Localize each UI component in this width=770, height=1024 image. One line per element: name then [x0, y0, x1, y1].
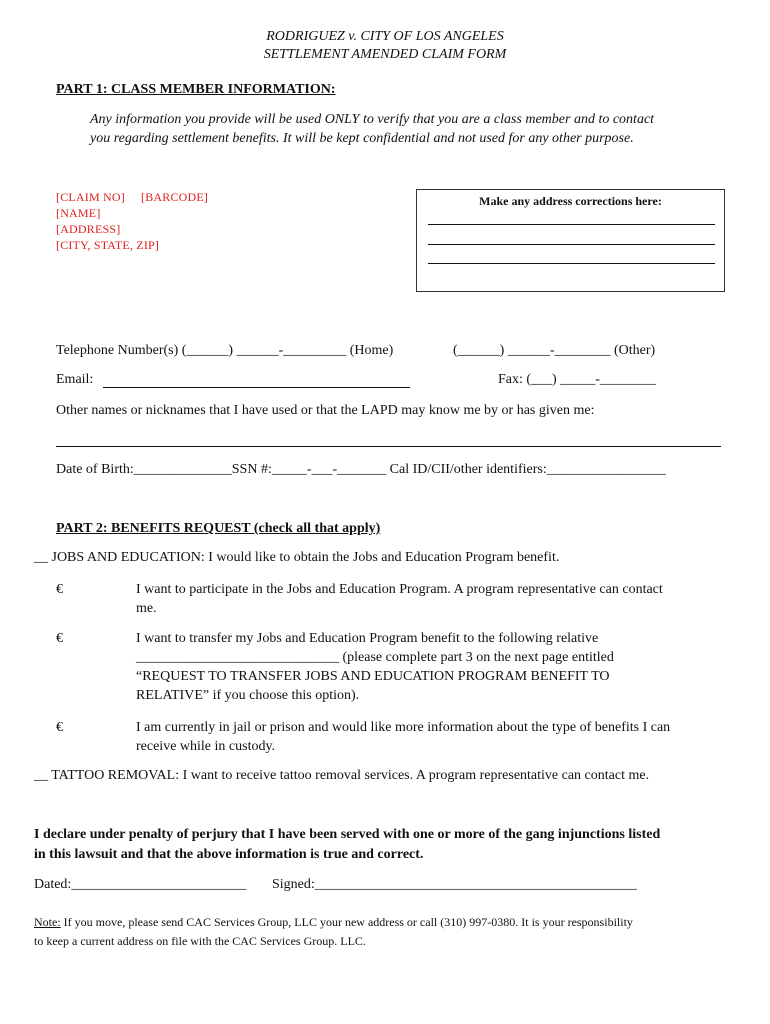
other-names-label: Other names or nicknames that I have used or that the LAPD may know me by or has given me: — [56, 403, 595, 418]
claimant-address: [ADDRESS] — [56, 222, 121, 236]
dated-field[interactable]: Dated:_________________________ — [34, 877, 247, 892]
checkbox-icon[interactable]: € — [56, 631, 63, 646]
case-title: RODRIGUEZ v. CITY OF LOS ANGELES — [266, 29, 504, 44]
part2-heading: PART 2: BENEFITS REQUEST (check all that apply) — [56, 521, 381, 536]
telephone-home[interactable]: Telephone Number(s) (______) ______-_________ (Home) — [56, 343, 394, 358]
option-transfer-line4: RELATIVE” if you choose this option). — [136, 688, 360, 703]
email-field[interactable] — [103, 387, 410, 388]
option-participate-line1: I want to participate in the Jobs and Education Program. A program representative can contact — [136, 582, 663, 597]
signed-field[interactable]: Signed:______________________________________________ — [272, 877, 637, 892]
tattoo-removal-option[interactable]: __ TATTOO REMOVAL: I want to receive tattoo removal services. A program representative can contact me. — [34, 768, 650, 783]
form-title: SETTLEMENT AMENDED CLAIM FORM — [263, 47, 507, 62]
part1-heading: PART 1: CLASS MEMBER INFORMATION: — [56, 82, 336, 97]
address-line-3[interactable] — [428, 263, 715, 264]
address-box-title: Make any address corrections here: — [479, 194, 662, 208]
checkbox-icon[interactable]: € — [56, 720, 63, 735]
claimant-city-state-zip: [CITY, STATE, ZIP] — [56, 238, 160, 252]
option-participate-line2: me. — [136, 601, 157, 616]
note-line2: to keep a current address on file with the CAC Services Group. LLC. — [34, 934, 366, 948]
part1-intro-line2: you regarding settlement benefits. It will be kept confidential and not used for any other purpose. — [90, 131, 634, 146]
option-transfer-line2[interactable]: _____________________________ (please complete part 3 on the next page entitled — [136, 650, 614, 665]
declaration-line2: in this lawsuit and that the above information is true and correct. — [34, 847, 424, 862]
checkbox-icon[interactable]: € — [56, 582, 63, 597]
fax-field[interactable]: Fax: (___) _____-________ — [498, 372, 656, 387]
option-custody-line2: receive while in custody. — [136, 739, 276, 754]
email-label: Email: — [56, 372, 94, 387]
note-text: If you move, please send CAC Services Group, LLC your new address or call (310) 997-0380. It is your responsibility — [60, 915, 633, 929]
claim-number: [CLAIM NO] — [56, 190, 125, 204]
address-line-2[interactable] — [428, 244, 715, 245]
declaration-line1: I declare under penalty of perjury that I have been served with one or more of the gang injunctions listed — [34, 827, 661, 842]
part1-intro-line1: Any information you provide will be used ONLY to verify that you are a class member and to contact — [90, 112, 655, 127]
claimant-name: [NAME] — [56, 206, 101, 220]
option-transfer-line3: “REQUEST TO TRANSFER JOBS AND EDUCATION PROGRAM BENEFIT TO — [136, 669, 610, 684]
telephone-other[interactable]: (______) ______-________ (Other) — [453, 343, 656, 358]
dob-ssn-id-line[interactable]: Date of Birth:______________SSN #:_____-___-_______ Cal ID/CII/other identifiers:_________________ — [56, 462, 666, 477]
address-line-1[interactable] — [428, 224, 715, 225]
other-names-field[interactable] — [56, 446, 721, 447]
note-line1 — [34, 915, 633, 930]
note-label: Note: — [34, 915, 61, 929]
barcode: [BARCODE] — [141, 190, 209, 204]
option-custody-line1: I am currently in jail or prison and would like more information about the type of benefits I can — [136, 720, 671, 735]
option-transfer-line1: I want to transfer my Jobs and Education Program benefit to the following relative — [136, 631, 599, 646]
jobs-education-option[interactable]: __ JOBS AND EDUCATION: I would like to obtain the Jobs and Education Program benefit. — [34, 550, 560, 565]
